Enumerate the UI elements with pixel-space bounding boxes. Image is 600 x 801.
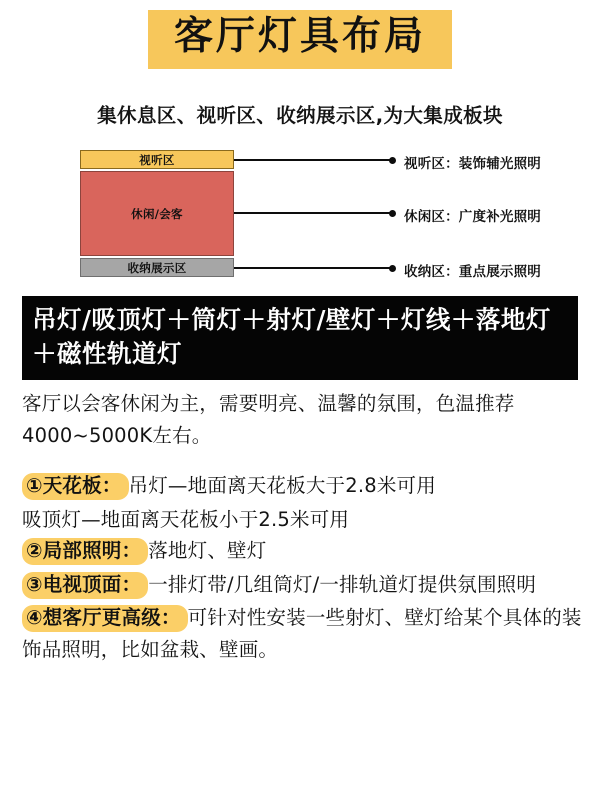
list-item-chip-2: ②局部照明：: [22, 538, 148, 565]
subtitle: 集休息区、视听区、收纳展示区,为大集成板块: [97, 104, 503, 127]
leader-line-icon: [234, 159, 390, 161]
list-item: [22, 535, 582, 567]
leader-line-icon: [234, 267, 390, 269]
intro-paragraph: 客厅以会客休闲为主，需要明亮、温馨的氛围，色温推荐4000~5000K左右。: [22, 392, 515, 447]
callout-text-lounge: 休闲区：广度补光照明: [404, 209, 541, 225]
zone-block-av: [80, 150, 234, 169]
zone-diagram: [0, 150, 600, 282]
zone-block-lounge: [80, 171, 234, 256]
list-item: [22, 602, 582, 665]
list-item-text-4: 可针对性安装一些射灯、壁灯给某个具体的装饰品照明，比如盆栽、壁画。: [22, 606, 582, 661]
zone-label-av: 视听区: [139, 152, 175, 167]
leader-dot-icon: [389, 265, 396, 272]
leader-dot-icon: [389, 157, 396, 164]
zone-label-storage: 收纳展示区: [127, 260, 187, 275]
page-title: 客厅灯具布局: [148, 10, 452, 69]
zone-label-lounge: 休闲/会客: [131, 206, 183, 221]
page-title-wrapper: [0, 10, 600, 69]
leader-line-icon: [234, 212, 390, 214]
list-item-sub-1: 吸顶灯—地面离天花板小于2.5米可用: [22, 507, 350, 531]
leader-dot-icon: [389, 210, 396, 217]
list-item-chip-1: ①天花板：: [22, 473, 129, 500]
callout-text-storage: 收纳区：重点展示照明: [404, 264, 541, 280]
list-item: [22, 569, 582, 601]
zone-block-storage: [80, 258, 234, 277]
zone-stack: [80, 150, 234, 277]
callout-text-av: 视听区：装饰辅光照明: [404, 156, 541, 172]
tips-list: [22, 470, 582, 667]
list-item-chip-4: ④想客厅更高级：: [22, 605, 188, 632]
list-item: [22, 470, 582, 502]
list-item-text-1: 吊灯—地面离天花板大于2.8米可用: [128, 474, 436, 497]
list-item-text-3: 一排灯带/几组筒灯/一排轨道灯提供氛围照明: [148, 572, 537, 596]
list-item-text-2: 落地灯、壁灯: [148, 539, 267, 563]
fixture-list-banner: 吊灯/吸顶灯＋筒灯＋射灯/壁灯＋灯线＋落地灯＋磁性轨道灯: [22, 296, 578, 380]
list-item-chip-3: ③电视顶面：: [22, 572, 148, 599]
